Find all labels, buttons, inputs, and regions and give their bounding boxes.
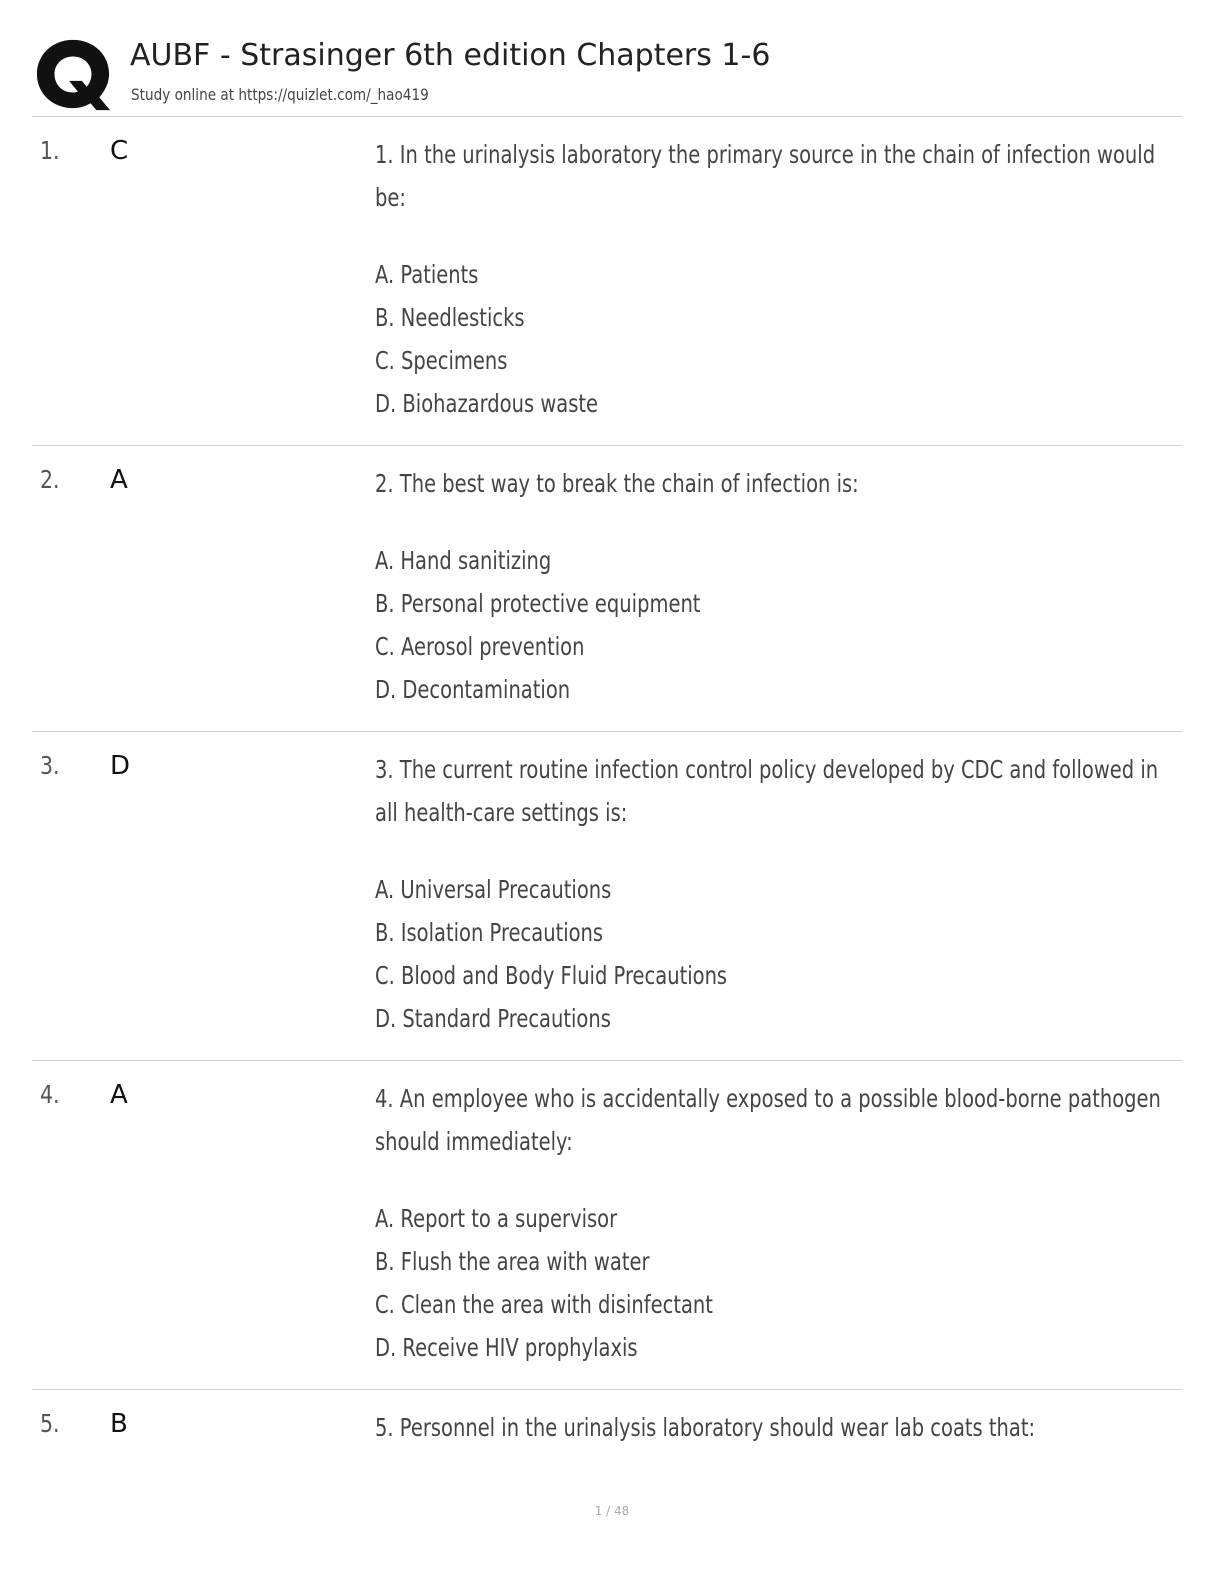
- question-line: 1. In the urinalysis laboratory the primary source in the chain of infection would: [375, 140, 1156, 169]
- question-gap: [375, 505, 1175, 539]
- answer-option: B. Personal protective equipment: [375, 589, 701, 618]
- question-line: 3. The current routine infection control policy developed by CDC and followed in: [375, 755, 1159, 784]
- answer-option: A. Patients: [375, 260, 479, 289]
- answer-option: B. Flush the area with water: [375, 1247, 650, 1276]
- answer-option: D. Receive HIV prophylaxis: [375, 1333, 638, 1362]
- card-question: [375, 1061, 1175, 1389]
- card-number: 3.: [40, 751, 60, 780]
- card-number: 4.: [40, 1080, 60, 1109]
- answer-option: B. Needlesticks: [375, 303, 525, 332]
- flashcard-row: [32, 446, 1182, 732]
- flashcard-row: [32, 732, 1182, 1061]
- flashcard-row: [32, 1390, 1182, 1469]
- flashcard-row: [32, 1061, 1182, 1390]
- answer-option: A. Universal Precautions: [375, 875, 612, 904]
- card-answer: A: [110, 1080, 128, 1110]
- question-gap: [375, 834, 1175, 868]
- answer-option: C. Specimens: [375, 346, 508, 375]
- card-answer: A: [110, 465, 128, 495]
- card-question: [375, 1390, 1175, 1469]
- card-answer: D: [110, 751, 131, 781]
- question-line: all health-care settings is:: [375, 798, 628, 827]
- study-online-link[interactable]: Study online at https://quizlet.com/_hao419: [131, 85, 429, 104]
- card-number: 2.: [40, 465, 60, 494]
- answer-option: B. Isolation Precautions: [375, 918, 604, 947]
- answer-option: D. Biohazardous waste: [375, 389, 599, 418]
- answer-option: D. Standard Precautions: [375, 1004, 611, 1033]
- card-number: 1.: [40, 136, 60, 165]
- card-number: 5.: [40, 1409, 60, 1438]
- document-header: [32, 32, 1182, 116]
- question-gap: [375, 219, 1175, 253]
- answer-option: A. Hand sanitizing: [375, 546, 552, 575]
- card-question: [375, 117, 1175, 445]
- quizlet-q-logo-icon: [34, 36, 112, 114]
- answer-option: C. Blood and Body Fluid Precautions: [375, 961, 728, 990]
- document-title: AUBF - Strasinger 6th edition Chapters 1-6: [130, 38, 771, 73]
- answer-option: D. Decontamination: [375, 675, 571, 704]
- answer-option: C. Clean the area with disinfectant: [375, 1290, 713, 1319]
- card-answer: C: [110, 136, 129, 166]
- page-number: 1 / 48: [594, 1504, 630, 1518]
- question-line: 5. Personnel in the urinalysis laboratory should wear lab coats that:: [375, 1413, 1036, 1442]
- flashcard-list: [32, 117, 1182, 1469]
- card-answer: B: [110, 1409, 128, 1439]
- card-question: [375, 446, 1175, 731]
- card-question: [375, 732, 1175, 1060]
- question-line: 2. The best way to break the chain of infection is:: [375, 469, 859, 498]
- question-line: 4. An employee who is accidentally exposed to a possible blood-borne pathogen: [375, 1084, 1161, 1113]
- question-gap: [375, 1163, 1175, 1197]
- question-line: should immediately:: [375, 1127, 573, 1156]
- answer-option: C. Aerosol prevention: [375, 632, 585, 661]
- flashcard-row: [32, 117, 1182, 446]
- answer-option: A. Report to a supervisor: [375, 1204, 618, 1233]
- question-line: be:: [375, 183, 406, 212]
